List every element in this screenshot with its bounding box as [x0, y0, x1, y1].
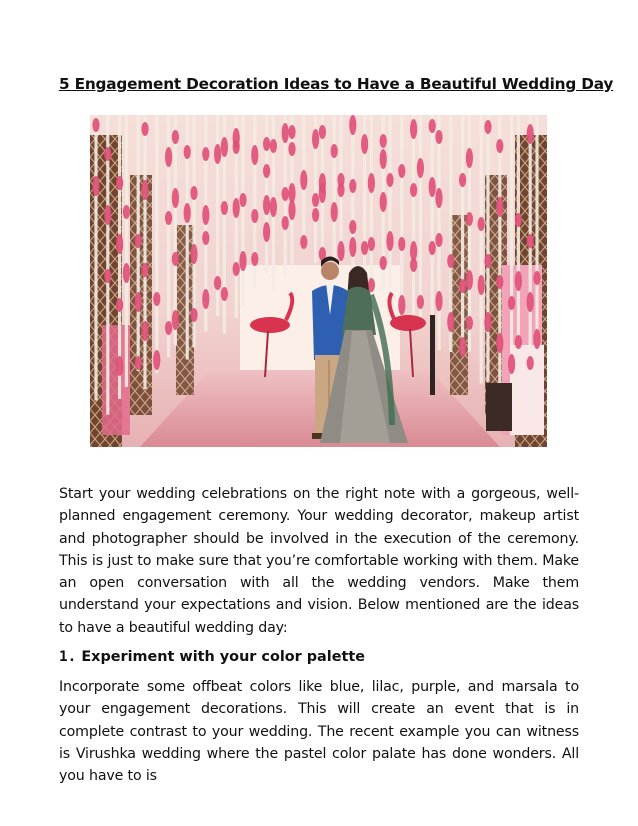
engagement-couple-photo: [90, 115, 547, 447]
section-1-heading: [59, 649, 365, 665]
section-1-body: Incorporate some offbeat colors like blue, lilac, purple, and marsala to your engagement decorations. This will create an event that is in complete contrast to your wedding. The recent example you can witness is Virushka wedding where the pastel color palate has done wonders. All you have to is: [59, 679, 579, 785]
section-1-number: 1.: [59, 649, 77, 665]
document-title: 5 Engagement Decoration Ideas to Have a Beautiful Wedding Day: [59, 75, 614, 93]
intro-paragraph: Start your wedding celebrations on the right note with a gorgeous, well-planned engagement ceremony. Your wedding decorator, makeup artist and photographer should be involved in the execution of the ceremony. This is just to make sure that you’re comfortable working with them. Make an open conversation with all the wedding vendors. Make them understand your expectations and vision. Below mentioned are the ideas to have a beautiful wedding day:: [59, 486, 579, 636]
section-1-heading-text: Experiment with your color palette: [81, 649, 365, 665]
